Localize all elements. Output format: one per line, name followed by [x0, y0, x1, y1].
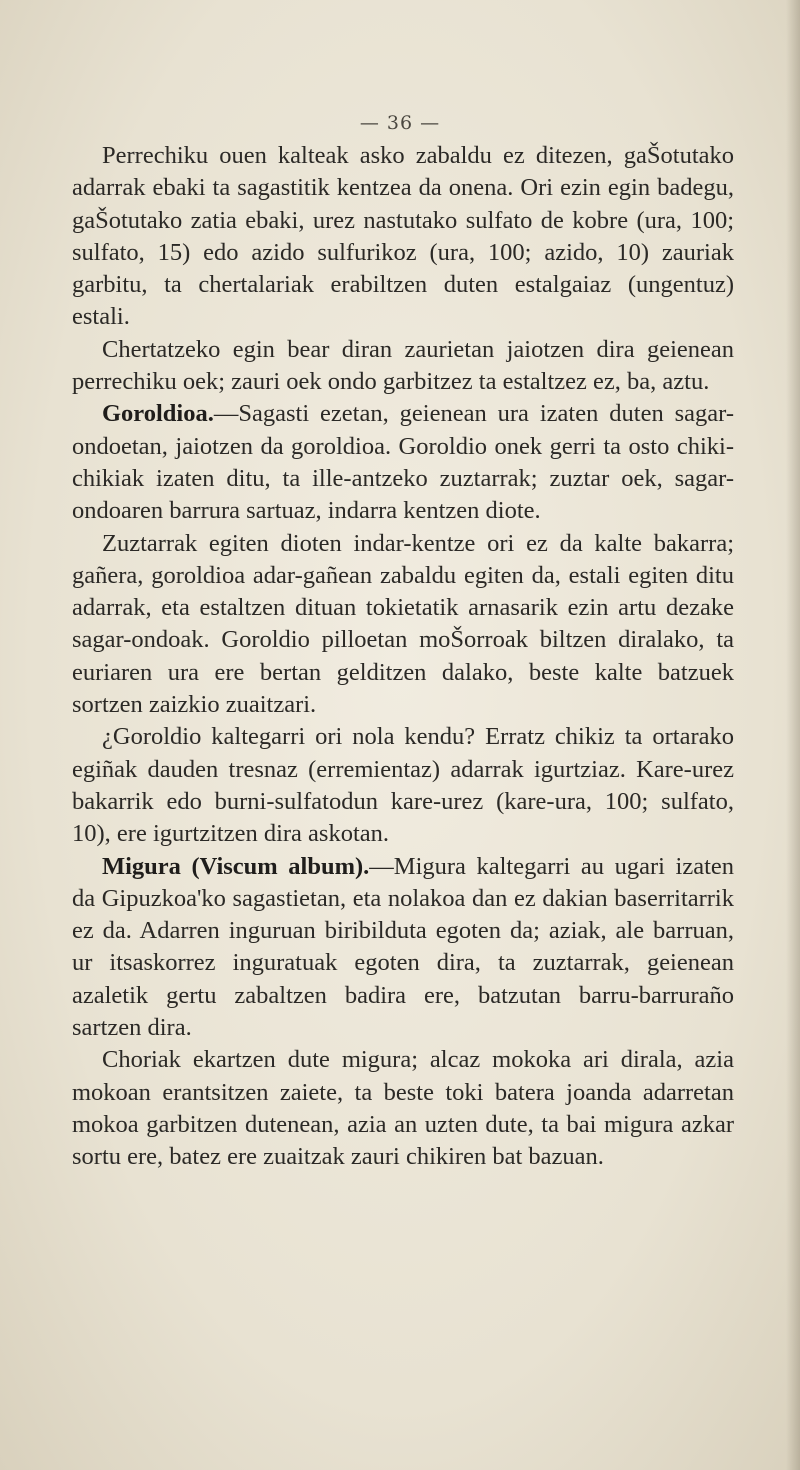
paragraph — [72, 528, 734, 722]
section-heading: Goroldioa. — [102, 400, 214, 428]
paragraph — [72, 1044, 734, 1173]
paragraph — [72, 721, 734, 850]
paragraph — [72, 398, 734, 527]
paragraph-text: —Migura kaltegarri au ugari izaten da Gipuzkoa'ko sagastietan, eta nolakoa dan ez dakian baserritarrik ez da. Adarren inguruan biribilduta egoten da; aziak, ale barruan, ur itsaskorrez inguratuak egoten dira, ta zuztarrak, geienean azaletik gertu zabaltzen badira ere, batzutan barru-barruraño sartzen dira. — [72, 852, 735, 1042]
paragraph-text: —Sagasti ezetan, geienean ura izaten duten sagar-ondoetan, jaiotzen da goroldioa. Goroldio onek gerri ta osto chiki-chikiak izaten ditu, ta ille-antzeko zuztarrak; zuztar oek, sagar-ondoaren barrura sartuaz, indarra kentzen diote. — [72, 400, 734, 525]
paragraph — [72, 851, 734, 1045]
paragraph-text: Choriak ekartzen dute migura; alcaz mokoka ari dirala, azia mokoan erantsitzen zaiete, ta beste toki batera joanda adarretan mokoa garbitzen dutenean, azia an uzten dute, ta bai migura azkar sortu ere, batez ere zuaitzak zauri chikiren bat bazuan. — [72, 1046, 734, 1171]
paragraph-text: Chertatzeko egin bear diran zaurietan jaiotzen dira geienean perrechiku oek; zauri oek ondo garbitzez ta estaltzez ez, ba, aztu. — [72, 335, 734, 396]
section-heading: Migura (Viscum album). — [102, 852, 370, 880]
paragraph-text: Perrechiku ouen kalteak asko zabaldu ez ditezen, gaŠotutako adarrak ebaki ta sagastitik kentzea da onena. Ori ezin egin badegu, gaŠotutako zatia ebaki, urez nastutako sulfato de kobre (ura, 100; sulfato, 15) edo azido sulfurikoz (ura, 100; azido, 10) zauriak garbitu, ta chertalariak erabiltzen duten estalgaiaz (ungentuz) estali. — [72, 142, 734, 331]
page-number: — 36 — — [359, 112, 441, 134]
page-edge-shadow — [786, 0, 800, 1470]
paragraph — [72, 334, 734, 399]
paragraph — [72, 140, 734, 334]
paragraph-text: Zuztarrak egiten dioten indar-kentze ori ez da kalte bakarra; gañera, goroldioa adar-gañean zabaldu egiten da, estali egiten ditu adarrak, eta estaltzen dituan tokietatik arnasarik ezin artu dezake sagar-ondoak. Goroldio pilloetan moŠorroak biltzen diralako, ta euriaren ura ere bertan gelditzen dalako, beste kalte batzuek sortzen zaizkio zuaitzari. — [72, 529, 734, 719]
body-text — [72, 140, 734, 1174]
paragraph-text: ¿Goroldio kaltegarri ori nola kendu? Erratz chikiz ta ortarako egiñak dauden tresnaz (erremientaz) adarrak igurtziaz. Kare-urez bakarrik edo burni-sulfatodun kare-urez (kare-ura, 100; sulfato, 10), ere igurtzitzen dira askotan. — [72, 723, 734, 848]
